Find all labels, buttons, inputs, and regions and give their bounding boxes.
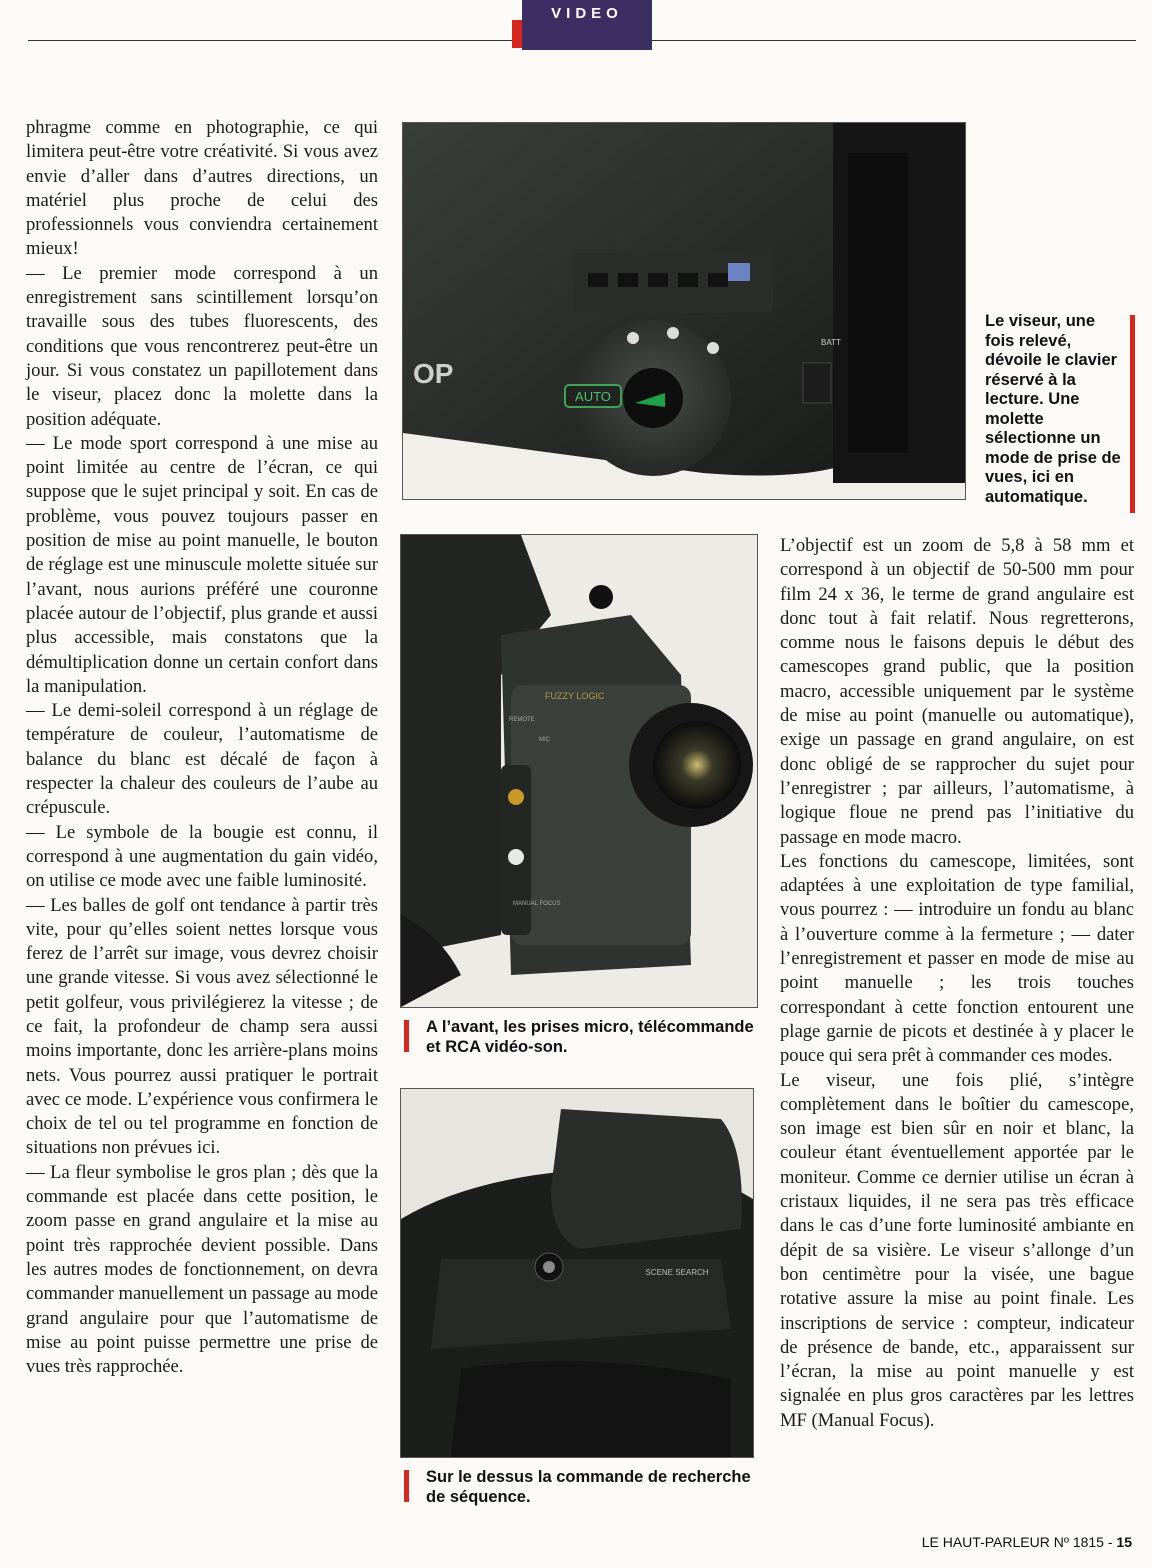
left-paragraph: — La fleur symbolise le gros plan ; dès que la commande est placée dans cette position, le zoom passe en grand angulaire et la mise au point très rapprochée devient possible. Dans les autres modes de fonctionnement, on devra commander manuellement un passage au mode grand angulaire pour que l’automatisme de mise au point puisse permettre une prise de vues très rapprochée.: [26, 1161, 378, 1378]
page-footer: [922, 1534, 1132, 1550]
fuzzy-logic-label: FUZZY LOGIC: [545, 691, 605, 701]
right-column: [780, 534, 1134, 1433]
left-paragraph: — Le demi-soleil correspond à un réglage de température de couleur, l’automatisme de balance du blanc est décalé de façon à respecter la chaleur des couleurs de l’aube au crépuscule.: [26, 700, 378, 819]
manual-focus-label: MANUAL FOCUS: [513, 901, 561, 907]
right-paragraph: Les fonctions du camescope, limitées, sont adaptées à une exploitation de type familial, vous pourrez : — introduire un fondu au blanc à l’ouverture comme à la fermeture ; — dater l’enregistrement et passer en mode de mise au point manuelle ; les trois touches correspondant à cette fonction entourent une plage garnie de picots et destinée à y placer le pouce qui sera prêt à commander ces modes.: [780, 850, 1134, 1067]
caption-accent-bar: [404, 1470, 409, 1502]
right-paragraph: L’objectif est un zoom de 5,8 à 58 mm et correspond à un objectif de 50-500 mm pour film 24 x 36, le terme de grand angulaire est donc tout à fait relatif. Nous regretterons, comme nous le faisons depuis le début des camescopes grand public, que la position macro, accessible uniquement par le système de mise au point (manuelle ou automatique), exige un passage en grand angulaire, on est donc obligé de se rapprocher du sujet pour l’enregistrer ; par ailleurs, l’automatisme, à logique floue ne prend pas l’initiative du passage en mode macro.: [780, 535, 1134, 848]
scene-search-label: SCENE SEARCH: [645, 1268, 709, 1277]
auto-label: AUTO: [575, 389, 611, 404]
caption-photo3: Sur le dessus la commande de recherche de séquence.: [426, 1468, 751, 1506]
batt-label: BATT: [821, 338, 841, 347]
publication-name: LE HAUT-PARLEUR Nº 1815 -: [921, 1534, 1117, 1550]
caption-accent-bar: [1130, 315, 1135, 513]
caption-photo1: Le viseur, une fois relevé, dévoile le clavier réservé à la lecture. Une molette sélectionne un mode de prise de vues, ici en automatique.: [985, 312, 1121, 506]
left-paragraph: — Le symbole de la bougie est connu, il correspond à une augmentation du gain vidéo, on utilise ce mode avec une faible luminosité.: [26, 821, 378, 892]
page-number: 15: [1116, 1534, 1132, 1550]
left-paragraph: phragme comme en photographie, ce qui limitera peut-être votre créativité. Si vous avez envie d’aller dans d’autres directions, un matériel plus proche de celui des professionnels vous conviendra certainement mieux!: [26, 117, 378, 260]
photo-camcorder-mode-dial: [402, 122, 966, 500]
left-column: [26, 116, 378, 1379]
caption-photo2: A l’avant, les prises micro, télécommande et RCA vidéo-son.: [426, 1018, 754, 1056]
photo-camcorder-front: [400, 534, 758, 1008]
mic-label: MIC: [539, 737, 550, 743]
photo-camcorder-top: [400, 1088, 754, 1458]
left-paragraph: — Le mode sport correspond à une mise au point limitée au centre de l’écran, ce qui suppose que le sujet principal y soit. En cas de problème, vous pouvez toujours passer en position de mise au point manuelle, le bouton de réglage est une minuscule molette située sur l’avant, nous aurions préféré une couronne placée autour de l’objectif, plus grande et aussi plus accessible, mais constatons que la démultiplication donne un certain confort dans la manipulation.: [26, 432, 378, 697]
right-paragraph: Le viseur, une fois plié, s’intègre complètement dans le boîtier du camescope, son image est bien sûr en noir et blanc, la couleur étant éventuellement apportée par le moniteur. Comme ce dernier utilise un écran à cristaux liquides, il ne sera pas très efficace dans le cas d’une forte luminosité ambiante en dépit de sa visière. Le viseur s’allonge d’un bon centimètre pour la visée, une bague rotative assure la mise au point finale. Les inscriptions de service : compteur, indicateur de présence de bande, etc., apparaissent sur l’écran, la mise au point manuelle y est signalée en plus gros caractères par les lettres MF (Manual Focus).: [780, 1069, 1134, 1431]
left-paragraph: — Le premier mode correspond à un enregistrement sans scintillement lorsqu’on travaille sous des tubes fluorescents, des conditions que vous rencontrerez peut-être un jour. Si vous constatez un papillotement dans le viseur, placez donc la molette dans la position adéquate.: [26, 262, 378, 430]
section-tab-accent: [512, 20, 522, 48]
brand-logo: OP: [413, 358, 454, 389]
left-paragraph: — Les balles de golf ont tendance à partir très vite, pour qu’elles soient nettes lorsque vous ferez de l’arrêt sur image, vous devrez choisir une grande vitesse. Si vous avez sélectionné le petit golfeur, vous privilégierez la vitesse ; de ce fait, la profondeur de champ sera aussi moins importante, donc les arrière-plans moins nets. Vous pourrez aussi pratiquer le portrait avec ce mode. L’expérience vous confirmera le choix de tel ou tel programme en fonction de situations non prévues ici.: [26, 894, 378, 1159]
section-tab: VIDEO: [522, 0, 652, 50]
remote-label: REMOTE: [509, 717, 535, 723]
caption-accent-bar: [404, 1020, 409, 1052]
